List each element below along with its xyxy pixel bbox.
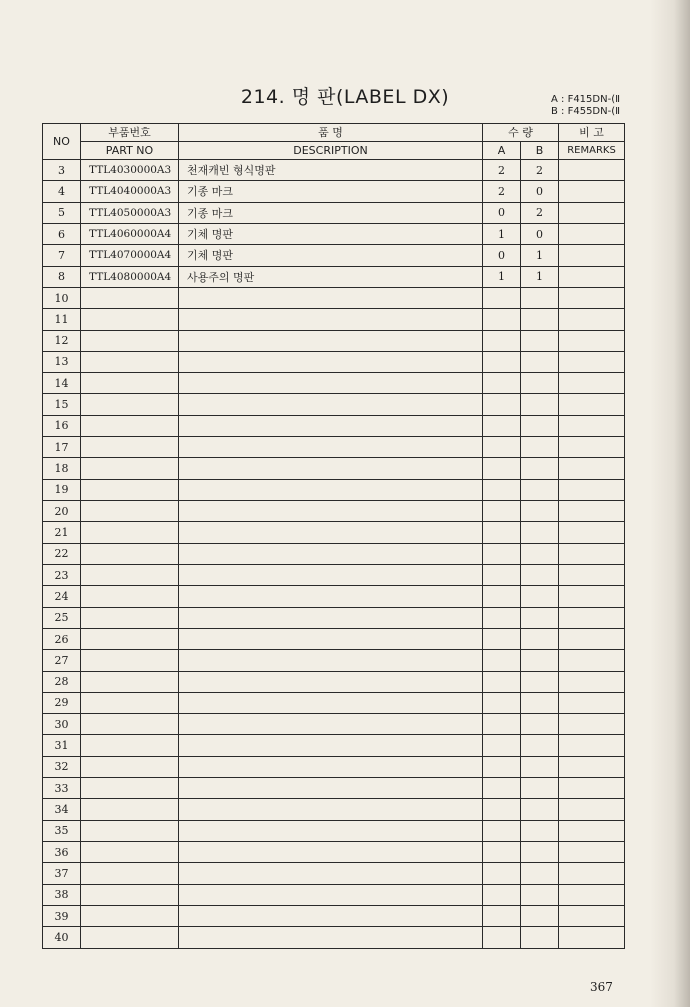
row-no: 35 — [43, 820, 81, 841]
table-row — [43, 522, 625, 543]
row-qty-b — [521, 501, 559, 522]
row-qty-a — [483, 927, 521, 949]
row-qty-b — [521, 905, 559, 926]
row-part-no — [81, 714, 179, 735]
row-qty-b — [521, 415, 559, 436]
row-qty-b: 1 — [521, 245, 559, 266]
row-no: 8 — [43, 266, 81, 287]
row-qty-a — [483, 394, 521, 415]
row-qty-b — [521, 778, 559, 799]
row-part-no — [81, 543, 179, 564]
row-no: 31 — [43, 735, 81, 756]
row-remarks — [559, 905, 625, 926]
row-description — [179, 564, 483, 585]
row-qty-b — [521, 650, 559, 671]
row-description — [179, 309, 483, 330]
row-qty-a — [483, 756, 521, 777]
row-qty-b — [521, 330, 559, 351]
row-remarks — [559, 202, 625, 223]
row-remarks — [559, 160, 625, 181]
table-row — [43, 735, 625, 756]
row-no: 36 — [43, 842, 81, 863]
row-description: 기체 명판 — [179, 245, 483, 266]
row-part-no: TTL4070000A4 — [81, 245, 179, 266]
row-part-no — [81, 927, 179, 949]
row-qty-a — [483, 287, 521, 308]
row-qty-b — [521, 927, 559, 949]
row-part-no — [81, 842, 179, 863]
row-qty-b — [521, 714, 559, 735]
row-description — [179, 650, 483, 671]
parts-table — [42, 123, 625, 949]
table-row — [43, 160, 625, 181]
table-row — [43, 586, 625, 607]
table-row — [43, 714, 625, 735]
table-row — [43, 607, 625, 628]
row-no: 38 — [43, 884, 81, 905]
row-remarks — [559, 373, 625, 394]
row-no: 34 — [43, 799, 81, 820]
row-qty-b — [521, 351, 559, 372]
row-no: 29 — [43, 692, 81, 713]
row-remarks — [559, 692, 625, 713]
row-no: 22 — [43, 543, 81, 564]
row-qty-b — [521, 628, 559, 649]
row-part-no — [81, 351, 179, 372]
row-part-no — [81, 309, 179, 330]
row-qty-a — [483, 458, 521, 479]
row-remarks — [559, 330, 625, 351]
row-qty-a: 1 — [483, 223, 521, 244]
table-row — [43, 351, 625, 372]
table-row — [43, 884, 625, 905]
row-qty-a — [483, 735, 521, 756]
row-qty-a — [483, 799, 521, 820]
row-remarks — [559, 756, 625, 777]
row-qty-b: 0 — [521, 181, 559, 202]
row-qty-b — [521, 863, 559, 884]
row-qty-b: 2 — [521, 202, 559, 223]
table-row — [43, 373, 625, 394]
row-qty-b — [521, 692, 559, 713]
row-no: 24 — [43, 586, 81, 607]
row-remarks — [559, 245, 625, 266]
row-qty-b — [521, 820, 559, 841]
table-row — [43, 671, 625, 692]
table-row — [43, 245, 625, 266]
row-no: 12 — [43, 330, 81, 351]
row-qty-b: 0 — [521, 223, 559, 244]
row-description — [179, 905, 483, 926]
row-no: 30 — [43, 714, 81, 735]
row-description — [179, 522, 483, 543]
row-part-no: TTL4030000A3 — [81, 160, 179, 181]
row-qty-a — [483, 543, 521, 564]
row-description — [179, 628, 483, 649]
row-remarks — [559, 564, 625, 585]
row-description — [179, 586, 483, 607]
row-no: 10 — [43, 287, 81, 308]
row-no: 14 — [43, 373, 81, 394]
row-no: 11 — [43, 309, 81, 330]
table-row — [43, 820, 625, 841]
row-remarks — [559, 287, 625, 308]
row-remarks — [559, 842, 625, 863]
row-no: 16 — [43, 415, 81, 436]
row-qty-a — [483, 671, 521, 692]
row-description — [179, 884, 483, 905]
row-remarks — [559, 309, 625, 330]
row-no: 26 — [43, 628, 81, 649]
row-qty-a — [483, 586, 521, 607]
header-no: NO — [43, 124, 81, 160]
row-description — [179, 394, 483, 415]
row-description — [179, 820, 483, 841]
row-qty-a — [483, 479, 521, 500]
row-part-no — [81, 394, 179, 415]
row-remarks — [559, 522, 625, 543]
table-row — [43, 223, 625, 244]
row-part-no — [81, 586, 179, 607]
row-qty-a — [483, 330, 521, 351]
table-row — [43, 330, 625, 351]
row-description: 사용주의 명판 — [179, 266, 483, 287]
table-row — [43, 692, 625, 713]
table-row — [43, 181, 625, 202]
row-description — [179, 863, 483, 884]
row-no: 28 — [43, 671, 81, 692]
row-qty-a — [483, 650, 521, 671]
row-qty-b — [521, 309, 559, 330]
row-qty-b — [521, 842, 559, 863]
row-description — [179, 692, 483, 713]
header-part-en: PART NO — [81, 142, 179, 160]
row-part-no — [81, 735, 179, 756]
header-part-kr: 부품번호 — [81, 124, 179, 142]
row-qty-a: 2 — [483, 181, 521, 202]
row-remarks — [559, 351, 625, 372]
row-qty-a — [483, 884, 521, 905]
page-number: 367 — [590, 980, 613, 994]
row-remarks — [559, 458, 625, 479]
row-no: 18 — [43, 458, 81, 479]
row-part-no — [81, 330, 179, 351]
row-description — [179, 373, 483, 394]
row-part-no — [81, 479, 179, 500]
table-row — [43, 394, 625, 415]
row-description — [179, 842, 483, 863]
row-qty-a — [483, 373, 521, 394]
row-description: 기종 마크 — [179, 181, 483, 202]
row-qty-b — [521, 479, 559, 500]
row-no: 21 — [43, 522, 81, 543]
row-qty-b — [521, 564, 559, 585]
row-no: 7 — [43, 245, 81, 266]
table-row — [43, 564, 625, 585]
row-part-no: TTL4040000A3 — [81, 181, 179, 202]
row-description — [179, 458, 483, 479]
row-part-no — [81, 522, 179, 543]
table-row — [43, 778, 625, 799]
row-qty-a — [483, 714, 521, 735]
row-no: 13 — [43, 351, 81, 372]
row-remarks — [559, 415, 625, 436]
row-qty-a — [483, 820, 521, 841]
row-remarks — [559, 501, 625, 522]
header-desc-kr: 품 명 — [179, 124, 483, 142]
row-qty-a — [483, 863, 521, 884]
row-part-no — [81, 564, 179, 585]
header-remarks-kr: 비 고 — [559, 124, 625, 142]
table-row — [43, 202, 625, 223]
row-qty-a: 0 — [483, 202, 521, 223]
row-qty-b — [521, 671, 559, 692]
row-qty-a — [483, 628, 521, 649]
table-row — [43, 479, 625, 500]
row-description — [179, 287, 483, 308]
row-no: 20 — [43, 501, 81, 522]
row-remarks — [559, 266, 625, 287]
row-part-no — [81, 692, 179, 713]
row-part-no — [81, 628, 179, 649]
row-qty-a — [483, 564, 521, 585]
row-no: 40 — [43, 927, 81, 949]
row-no: 3 — [43, 160, 81, 181]
row-part-no — [81, 607, 179, 628]
row-part-no — [81, 650, 179, 671]
row-description — [179, 671, 483, 692]
row-no: 19 — [43, 479, 81, 500]
row-remarks — [559, 586, 625, 607]
row-description — [179, 330, 483, 351]
row-description — [179, 607, 483, 628]
row-part-no — [81, 799, 179, 820]
row-part-no — [81, 820, 179, 841]
row-remarks — [559, 479, 625, 500]
row-qty-a: 2 — [483, 160, 521, 181]
row-qty-a — [483, 692, 521, 713]
row-part-no: TTL4080000A4 — [81, 266, 179, 287]
row-remarks — [559, 927, 625, 949]
row-no: 6 — [43, 223, 81, 244]
header-qty-a: A — [483, 142, 521, 160]
table-row — [43, 543, 625, 564]
row-qty-a — [483, 437, 521, 458]
table-row — [43, 287, 625, 308]
row-remarks — [559, 778, 625, 799]
row-qty-b — [521, 884, 559, 905]
row-qty-b — [521, 543, 559, 564]
row-remarks — [559, 671, 625, 692]
row-no: 27 — [43, 650, 81, 671]
row-qty-a — [483, 778, 521, 799]
row-part-no — [81, 373, 179, 394]
page-edge-shadow — [650, 0, 690, 1007]
row-description — [179, 714, 483, 735]
header-desc-en: DESCRIPTION — [179, 142, 483, 160]
row-part-no — [81, 415, 179, 436]
row-part-no — [81, 863, 179, 884]
row-remarks — [559, 437, 625, 458]
table-row — [43, 501, 625, 522]
row-no: 17 — [43, 437, 81, 458]
row-part-no — [81, 437, 179, 458]
row-remarks — [559, 799, 625, 820]
table-row — [43, 309, 625, 330]
row-no: 33 — [43, 778, 81, 799]
row-description — [179, 735, 483, 756]
row-remarks — [559, 863, 625, 884]
row-part-no — [81, 778, 179, 799]
model-b-label: B : F455DN-(Ⅱ — [551, 106, 621, 117]
table-row — [43, 458, 625, 479]
row-qty-a — [483, 842, 521, 863]
row-remarks — [559, 714, 625, 735]
row-part-no — [81, 756, 179, 777]
row-no: 32 — [43, 756, 81, 777]
table-row — [43, 905, 625, 926]
header-qty-kr: 수 량 — [483, 124, 559, 142]
row-remarks — [559, 394, 625, 415]
table-row — [43, 927, 625, 949]
row-qty-b — [521, 735, 559, 756]
row-qty-b — [521, 756, 559, 777]
table-row — [43, 266, 625, 287]
row-remarks — [559, 607, 625, 628]
row-qty-a — [483, 415, 521, 436]
row-qty-b — [521, 373, 559, 394]
row-qty-b — [521, 522, 559, 543]
row-no: 4 — [43, 181, 81, 202]
row-description — [179, 351, 483, 372]
row-qty-b: 1 — [521, 266, 559, 287]
row-part-no — [81, 287, 179, 308]
table-row — [43, 863, 625, 884]
table-row — [43, 756, 625, 777]
row-description: 천재캐빈 형식명판 — [179, 160, 483, 181]
row-remarks — [559, 884, 625, 905]
row-remarks — [559, 820, 625, 841]
row-remarks — [559, 650, 625, 671]
row-qty-b — [521, 287, 559, 308]
header-remarks-en: REMARKS — [559, 142, 625, 160]
row-description: 기종 마크 — [179, 202, 483, 223]
header-qty-b: B — [521, 142, 559, 160]
model-a-label: A : F415DN-(Ⅱ — [551, 94, 621, 105]
row-description — [179, 799, 483, 820]
row-qty-a: 1 — [483, 266, 521, 287]
row-part-no — [81, 671, 179, 692]
row-part-no — [81, 501, 179, 522]
row-qty-b — [521, 607, 559, 628]
table-row — [43, 650, 625, 671]
row-description — [179, 479, 483, 500]
row-qty-b — [521, 458, 559, 479]
row-description — [179, 927, 483, 949]
row-qty-b: 2 — [521, 160, 559, 181]
row-qty-a — [483, 351, 521, 372]
row-remarks — [559, 181, 625, 202]
row-part-no — [81, 884, 179, 905]
row-no: 37 — [43, 863, 81, 884]
row-part-no — [81, 458, 179, 479]
row-description — [179, 756, 483, 777]
table-row — [43, 799, 625, 820]
row-no: 23 — [43, 564, 81, 585]
row-no: 39 — [43, 905, 81, 926]
row-remarks — [559, 735, 625, 756]
table-row — [43, 415, 625, 436]
row-qty-a — [483, 607, 521, 628]
row-qty-b — [521, 437, 559, 458]
row-remarks — [559, 628, 625, 649]
row-description — [179, 543, 483, 564]
row-description — [179, 437, 483, 458]
row-description: 기체 명판 — [179, 223, 483, 244]
page-title: 214. 명 판(LABEL DX) — [240, 86, 450, 108]
row-qty-a: 0 — [483, 245, 521, 266]
row-description — [179, 778, 483, 799]
row-qty-a — [483, 522, 521, 543]
row-remarks — [559, 543, 625, 564]
row-qty-a — [483, 501, 521, 522]
row-part-no — [81, 905, 179, 926]
row-qty-a — [483, 905, 521, 926]
table-row — [43, 842, 625, 863]
row-no: 5 — [43, 202, 81, 223]
table-row — [43, 437, 625, 458]
row-part-no: TTL4060000A4 — [81, 223, 179, 244]
row-description — [179, 415, 483, 436]
row-qty-b — [521, 394, 559, 415]
row-qty-a — [483, 309, 521, 330]
row-qty-b — [521, 799, 559, 820]
row-remarks — [559, 223, 625, 244]
row-part-no: TTL4050000A3 — [81, 202, 179, 223]
row-no: 15 — [43, 394, 81, 415]
table-row — [43, 628, 625, 649]
row-qty-b — [521, 586, 559, 607]
row-description — [179, 501, 483, 522]
row-no: 25 — [43, 607, 81, 628]
